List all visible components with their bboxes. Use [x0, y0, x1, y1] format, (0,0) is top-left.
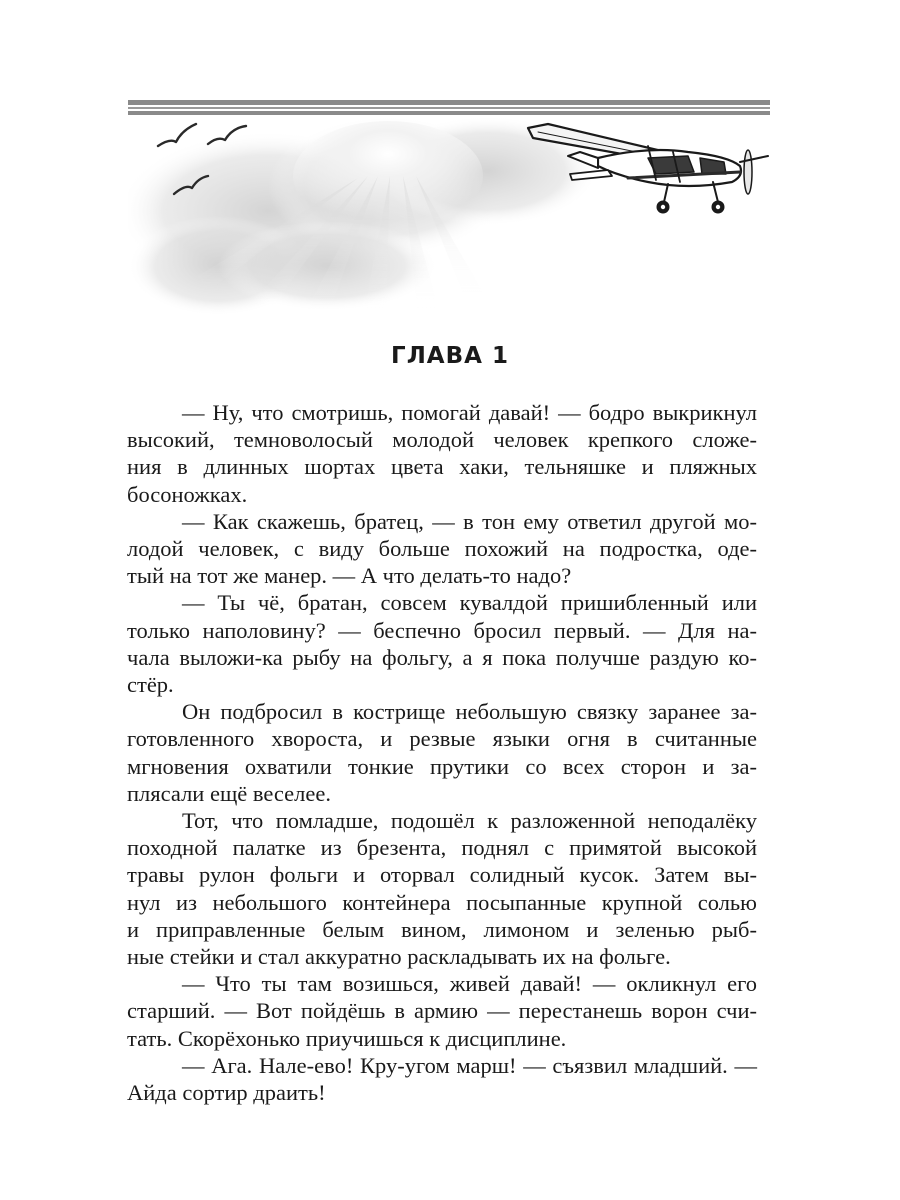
text-line: плясали ещё веселее. — [127, 780, 331, 806]
text-line: травы рулон фольги и оторвал солидный кусок. Затем вы- — [127, 862, 757, 888]
text-line: мгновения охватили тонкие прутики со всех сторон и за- — [127, 753, 757, 779]
chapter-body — [127, 399, 757, 1106]
text-line: чала выложи-ка рыбу на фольгу, а я пока получше раздую ко- — [127, 644, 757, 670]
header-illustration — [128, 116, 770, 316]
chapter-title: ГЛАВА 1 — [391, 343, 509, 369]
text-line: Тот, что помладше, подошёл к разложенной неподалёку — [182, 808, 757, 834]
text-line: тать. Скорёхонько приучишься к дисциплине. — [127, 1025, 567, 1051]
text-line: тый на тот же манер. — А что делать-то надо? — [127, 563, 572, 589]
text-line: Айда сортир драить! — [127, 1080, 326, 1106]
paragraph — [127, 970, 757, 1052]
paragraph — [127, 698, 757, 807]
paragraph — [127, 508, 757, 590]
text-line: нул из небольшого контейнера посыпанные крупной солью — [127, 889, 757, 915]
text-line: Он подбросил в кострище небольшую связку заранее за- — [182, 699, 757, 725]
text-line: лодой человек, с виду больше похожий на подростка, оде- — [127, 536, 757, 562]
header-rule-bottom — [128, 111, 770, 115]
text-line: босоножках. — [127, 481, 248, 507]
text-line: походной палатке из брезента, поднял с примятой высокой — [127, 835, 757, 861]
paragraph — [127, 807, 757, 970]
paragraph — [127, 589, 757, 698]
text-line: — Как скажешь, братец, — в тон ему ответил другой мо- — [182, 508, 757, 534]
header-double-rule — [128, 100, 770, 116]
paragraph — [127, 399, 757, 508]
text-line: и приправленные белым вином, лимоном и зеленью рыб- — [127, 916, 757, 942]
text-line: высокий, темноволосый молодой человек крепкого сложе- — [127, 427, 757, 453]
text-line: ные стейки и стал аккуратно раскладывать их на фольге. — [127, 944, 671, 970]
text-line: — Ну, что смотришь, помогай давай! — бодро выкрикнул — [182, 400, 757, 425]
paragraph — [127, 1052, 757, 1106]
text-line: только наполовину? — беспечно бросил первый. — Для на- — [127, 617, 757, 643]
text-line: — Что ты там возишься, живей давай! — окликнул его — [182, 971, 757, 997]
text-line: стёр. — [127, 672, 174, 698]
header-rule-top — [128, 100, 770, 105]
text-line: — Ты чё, братан, совсем кувалдой пришибленный или — [182, 590, 757, 616]
text-line: старший. — Вот пойдёшь в армию — перестанешь ворон счи- — [127, 998, 757, 1024]
text-line: готовленного хвороста, и резвые языки огня в считанные — [127, 726, 757, 752]
text-line: — Ага. Нале-ево! Кру-угом марш! — съязвил младший. — — [182, 1052, 757, 1078]
header-rule-middle — [128, 107, 770, 109]
text-line: ния в длинных шортах цвета хаки, тельняшке и пляжных — [127, 454, 757, 480]
